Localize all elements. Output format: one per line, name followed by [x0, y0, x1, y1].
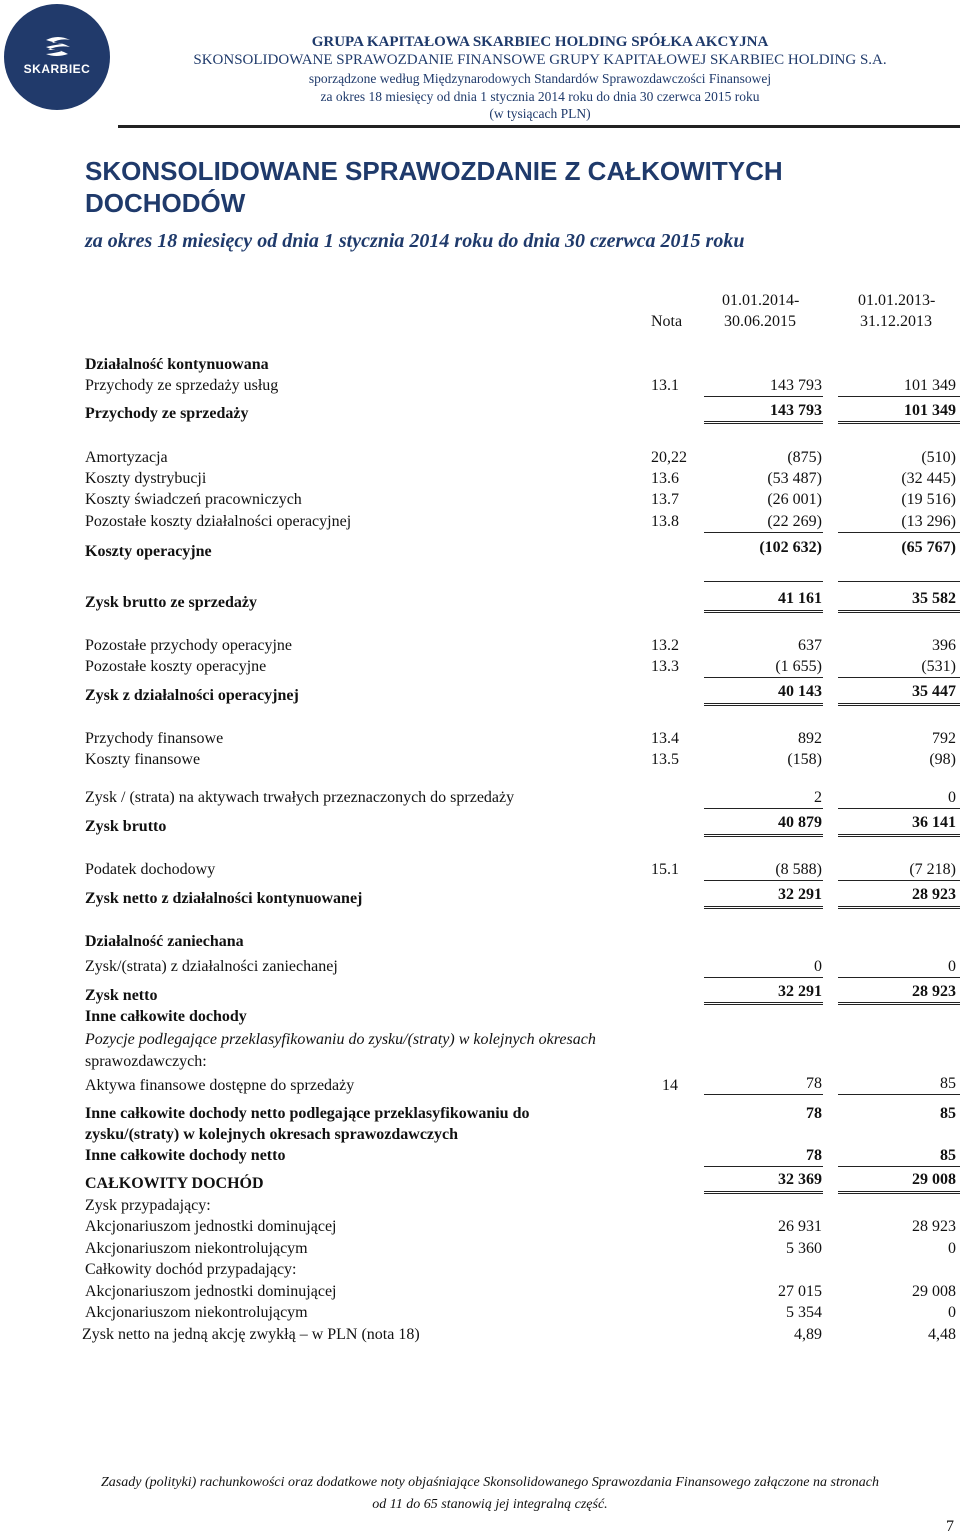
total-double-rule	[704, 1191, 823, 1194]
row-note: 15.1	[651, 861, 679, 878]
row-label-total: Przychody ze sprzedaży	[85, 405, 249, 422]
row-value-period2: 28 923	[912, 1218, 956, 1235]
row-value-period2: 0	[948, 789, 956, 806]
row-label-total: Zysk brutto ze sprzedaży	[85, 594, 257, 611]
row-value-period1: 143 793	[770, 377, 822, 394]
row-note: 13.6	[651, 470, 679, 487]
row-value-period1: 78	[806, 1147, 822, 1164]
footer-note-continued: od 11 do 65 stanowią jej integralną część.	[372, 1497, 608, 1512]
header-standards: sporządzone według Międzynarodowych Standardów Sprawozdawczości Finansowej	[308, 71, 772, 86]
row-label: Akcjonariuszom niekontrolującym	[85, 1304, 308, 1321]
row-value-period2: 0	[948, 958, 956, 975]
row-value-period1: 32 291	[778, 886, 822, 903]
row-label-total: Zysk z działalności operacyjnej	[85, 687, 299, 704]
header-group-name: GRUPA KAPITAŁOWA SKARBIEC HOLDING SPÓŁKA AKCYJNA	[311, 34, 769, 50]
row-value-period1: (53 487)	[767, 470, 822, 487]
row-note: 13.3	[651, 658, 679, 675]
total-double-rule	[704, 421, 823, 424]
row-label: sprawozdawczych:	[85, 1053, 207, 1070]
subtotal-rule	[838, 677, 960, 678]
header-report-name: SKONSOLIDOWANE SPRAWOZDANIE FINANSOWE GRUPY KAPITAŁOWEJ SKARBIEC HOLDING S.A.	[193, 52, 887, 68]
row-label: Podatek dochodowy	[85, 861, 216, 878]
row-label: Koszty dystrybucji	[85, 470, 207, 487]
subtotal-rule	[704, 396, 823, 397]
row-value-period2: 35 447	[912, 683, 956, 700]
row-value-period1: (8 588)	[775, 861, 822, 878]
subtotal-rule	[704, 880, 823, 881]
total-double-rule	[704, 834, 823, 837]
row-value-period1: (102 632)	[759, 539, 822, 556]
column-header-period1-end: 30.06.2015	[724, 313, 796, 330]
total-double-rule	[838, 1191, 960, 1194]
row-value-period1: (26 001)	[767, 491, 822, 508]
row-label: Akcjonariuszom niekontrolującym	[85, 1240, 308, 1257]
row-label: Akcjonariuszom jednostki dominującej	[85, 1218, 337, 1235]
row-label: Zysk/(strata) z działalności zaniechanej	[85, 958, 338, 975]
row-value-period2: 0	[948, 1304, 956, 1321]
row-value-period2: (65 767)	[901, 539, 956, 556]
row-value-period2: (98)	[929, 751, 956, 768]
row-value-period1: 78	[806, 1105, 822, 1122]
row-value-period2: (7 218)	[909, 861, 956, 878]
row-label-grand-total: CAŁKOWITY DOCHÓD	[85, 1175, 264, 1192]
row-note: 20,22	[651, 449, 687, 466]
total-double-rule	[838, 421, 960, 424]
row-label: Zysk / (strata) na aktywach trwałych przeznaczonych do sprzedaży	[85, 789, 515, 806]
row-value-period1: 41 161	[778, 590, 822, 607]
logo-text: SKARBIEC	[23, 62, 91, 76]
skarbiec-logo	[4, 4, 110, 110]
row-value-period2: (531)	[921, 658, 956, 675]
row-value-period2: 29 008	[912, 1283, 956, 1300]
row-value-period2: 29 008	[912, 1171, 956, 1188]
row-label: Pozostałe koszty operacyjne	[85, 658, 267, 675]
row-label-total: Inne całkowite dochody netto	[85, 1147, 286, 1164]
column-header-note: Nota	[651, 313, 683, 330]
row-note: 13.4	[651, 730, 679, 747]
subtotal-rule	[838, 880, 960, 881]
row-label: Całkowity dochód przypadający:	[85, 1261, 297, 1278]
row-value-period2: 28 923	[912, 983, 956, 1000]
row-value-period2: (13 296)	[901, 513, 956, 530]
row-label: Przychody finansowe	[85, 730, 224, 747]
row-label: Zysk przypadający:	[85, 1197, 211, 1214]
row-value-period2: 85	[940, 1147, 956, 1164]
header-divider	[118, 125, 960, 128]
logo-mark-icon	[40, 36, 76, 58]
row-value-period2: 85	[940, 1105, 956, 1122]
subtotal-rule	[838, 396, 960, 397]
row-value-period1: 5 360	[786, 1240, 822, 1257]
column-header-period2-end: 31.12.2013	[860, 313, 932, 330]
subtotal-rule	[838, 581, 960, 582]
row-value-period2: 35 582	[912, 590, 956, 607]
total-double-rule	[838, 906, 960, 909]
subtotal-rule	[704, 581, 823, 582]
row-label: Pozostałe koszty działalności operacyjnej	[85, 513, 352, 530]
header-currency: (w tysiącach PLN)	[489, 106, 591, 121]
row-value-period1: 32 291	[778, 983, 822, 1000]
subtotal-rule	[704, 1094, 823, 1095]
total-double-rule	[838, 1002, 960, 1005]
row-value-period2: 85	[940, 1075, 956, 1092]
total-double-rule	[704, 703, 823, 706]
column-header-period1-start: 01.01.2014-	[722, 292, 800, 309]
total-double-rule	[704, 1002, 823, 1005]
row-label: Przychody ze sprzedaży usług	[85, 377, 279, 394]
row-label-total: Koszty operacyjne	[85, 543, 212, 560]
row-value-period1: 78	[806, 1075, 822, 1092]
row-label: Amortyzacja	[85, 449, 168, 466]
row-note: 13.8	[651, 513, 679, 530]
row-value-period2: 28 923	[912, 886, 956, 903]
subtotal-rule	[704, 1166, 823, 1167]
row-label-total: Inne całkowite dochody netto podlegające przeklasyfikowaniu do	[85, 1105, 530, 1122]
row-label-total: Zysk netto z działalności kontynuowanej	[85, 890, 363, 907]
row-value-period2: 101 349	[904, 377, 956, 394]
row-value-period1: 2	[814, 789, 822, 806]
subtotal-rule	[838, 1166, 960, 1167]
row-label: Koszty finansowe	[85, 751, 201, 768]
row-value-period1: 32 369	[778, 1171, 822, 1188]
section-discontinued-operations: Działalność zaniechana	[85, 933, 244, 950]
row-label: Akcjonariuszom jednostki dominującej	[85, 1283, 337, 1300]
row-label: Aktywa finansowe dostępne do sprzedaży	[85, 1077, 355, 1094]
row-label-total: Zysk netto	[85, 987, 158, 1004]
row-value-period1: 40 143	[778, 683, 822, 700]
section-continuing-operations: Działalność kontynuowana	[85, 356, 269, 373]
subtotal-rule	[838, 532, 960, 533]
row-label: Zysk netto na jedną akcję zwykłą – w PLN (nota 18)	[82, 1326, 420, 1343]
page-title: SKONSOLIDOWANE SPRAWOZDANIE Z CAŁKOWITYCH DOCHODÓW	[85, 156, 783, 218]
row-value-period2: (510)	[921, 449, 956, 466]
page-number: 7	[946, 1518, 954, 1535]
row-value-period1: 0	[814, 958, 822, 975]
row-value-period1: (158)	[787, 751, 822, 768]
row-note: 13.1	[651, 377, 679, 394]
row-value-period1: 143 793	[770, 402, 822, 419]
row-value-period2: 101 349	[904, 402, 956, 419]
section-other-comprehensive-income: Inne całkowite dochody	[85, 1008, 247, 1025]
row-value-period1: (1 655)	[775, 658, 822, 675]
total-double-rule	[704, 610, 823, 613]
total-double-rule	[704, 906, 823, 909]
row-value-period2: 0	[948, 1240, 956, 1257]
row-value-period2: 36 141	[912, 814, 956, 831]
subtotal-rule	[704, 808, 823, 809]
subtotal-rule	[838, 1094, 960, 1095]
row-label-total: zysku/(straty) w kolejnych okresach sprawozdawczych	[85, 1126, 459, 1143]
row-value-period1: (22 269)	[767, 513, 822, 530]
row-value-period1: 637	[798, 637, 822, 654]
subtotal-rule	[704, 532, 823, 533]
row-value-period2: 396	[932, 637, 956, 654]
row-value-period1: 892	[798, 730, 822, 747]
row-label: Pozostałe przychody operacyjne	[85, 637, 293, 654]
row-note: 13.2	[651, 637, 679, 654]
footer-note: Zasady (polityki) rachunkowości oraz dodatkowe noty objaśniające Skonsolidowanego Sprawozdania Finansowego załączone na stronach	[101, 1475, 879, 1490]
total-double-rule	[838, 834, 960, 837]
total-double-rule	[838, 703, 960, 706]
column-header-period2-start: 01.01.2013-	[858, 292, 936, 309]
row-value-period1: 27 015	[778, 1283, 822, 1300]
row-value-period2: (19 516)	[901, 491, 956, 508]
row-value-period2: 4,48	[928, 1326, 956, 1343]
row-label: Koszty świadczeń pracowniczych	[85, 491, 302, 508]
row-label-total: Zysk brutto	[85, 818, 167, 835]
row-value-period1: 4,89	[794, 1326, 822, 1343]
subtotal-rule	[704, 677, 823, 678]
subtotal-rule	[838, 808, 960, 809]
page-subtitle: za okres 18 miesięcy od dnia 1 stycznia 2014 roku do dnia 30 czerwca 2015 roku	[85, 230, 745, 252]
row-value-period1: (875)	[787, 449, 822, 466]
row-value-period2: (32 445)	[901, 470, 956, 487]
row-label-italic: Pozycje podlegające przeklasyfikowaniu do zysku/(straty) w kolejnych okresach	[85, 1031, 596, 1048]
row-value-period2: 792	[932, 730, 956, 747]
subtotal-rule	[704, 977, 823, 978]
total-double-rule	[838, 610, 960, 613]
row-value-period1: 40 879	[778, 814, 822, 831]
row-note: 13.7	[651, 491, 679, 508]
row-note: 14	[662, 1077, 678, 1094]
row-value-period1: 5 354	[786, 1304, 822, 1321]
subtotal-rule	[838, 977, 960, 978]
row-value-period1: 26 931	[778, 1218, 822, 1235]
row-note: 13.5	[651, 751, 679, 768]
header-period: za okres 18 miesięcy od dnia 1 stycznia 2014 roku do dnia 30 czerwca 2015 roku	[320, 89, 760, 104]
